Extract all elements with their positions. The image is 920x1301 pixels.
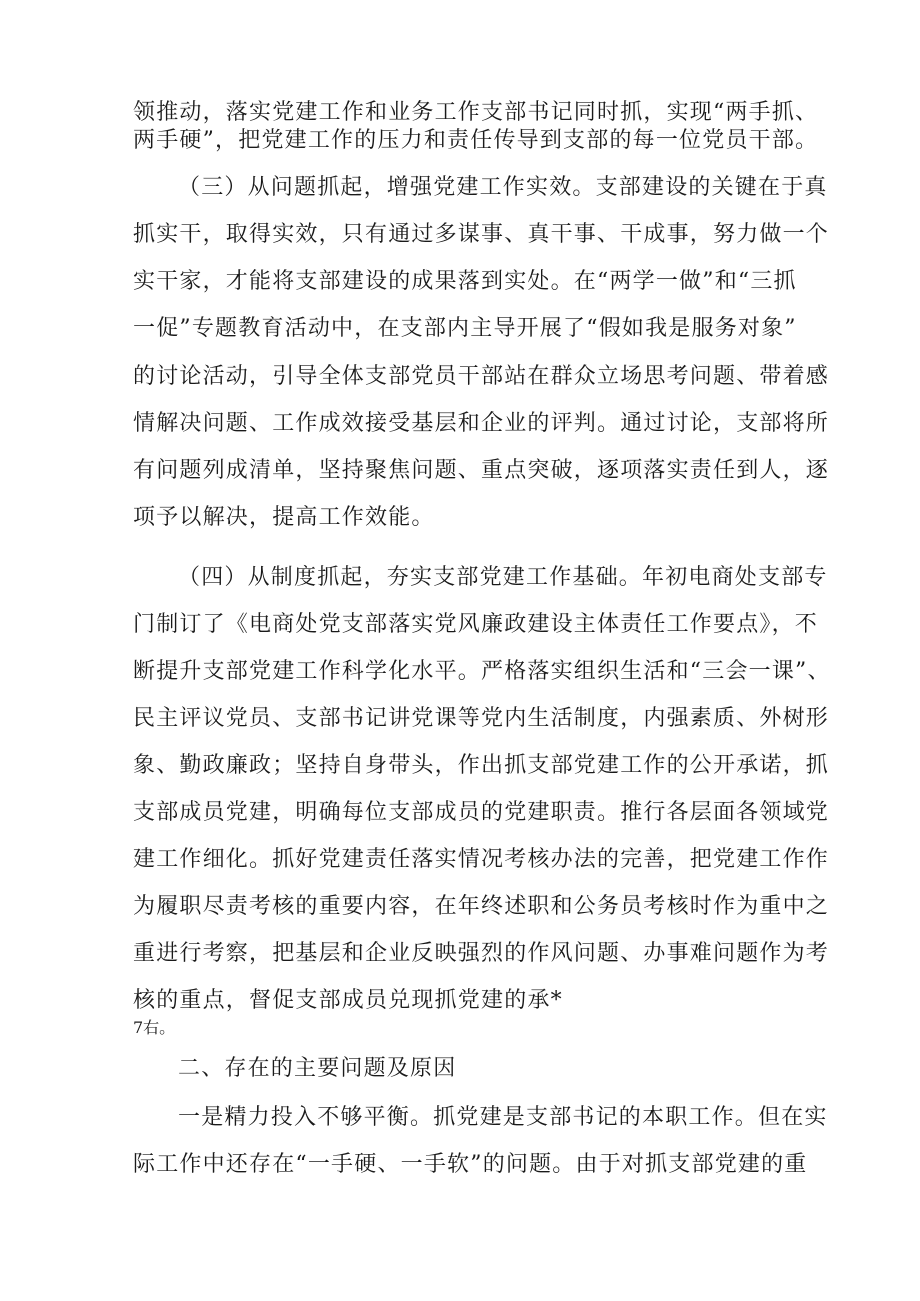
text-line-fragment: 7右。 — [133, 1018, 176, 1037]
text-line: 领推动，落实党建工作和业务工作支部书记同时抓，实现“两手抓、 — [133, 100, 819, 125]
text-line: 门制订了《电商处党支部落实党风廉政建设主体责任工作要点》，不 — [133, 612, 819, 637]
text-line: 建工作细化。抓好党建责任落实情况考核办法的完善，把党建工作作 — [133, 847, 830, 872]
text-line: 民主评议党员、支部书记讲党课等党内生活制度，内强素质、外树形 — [133, 706, 830, 731]
paragraph-4-heading-line: （四）从制度抓起，夯实支部党建工作基础。年初电商处支部专 — [178, 565, 828, 590]
text-line: 一促”专题教育活动中，在支部内主导开展了“假如我是服务对象” — [133, 316, 797, 341]
section-heading: 二、存在的主要问题及原因 — [178, 1056, 457, 1081]
text-line: 断提升支部党建工作科学化水平。严格落实组织生活和“三会一课”、 — [133, 659, 831, 684]
text-line: 象、勤政廉政；坚持自身带头，作出抓支部党建工作的公开承诺，抓 — [133, 753, 830, 778]
text-line: 一是精力投入不够平衡。抓党建是支部书记的本职工作。但在实 — [178, 1105, 828, 1130]
text-line: 的讨论活动，引导全体支部党员干部站在群众立场思考问题、带着感 — [133, 364, 830, 389]
text-line: 情解决问题、工作成效接受基层和企业的评判。通过讨论，支部将所 — [133, 411, 830, 436]
text-line: 支部成员党建，明确每位支部成员的党建职责。推行各层面各领域党 — [133, 800, 830, 825]
text-line: 抓实干，取得实效，只有通过多谋事、真干事、干成事，努力做一个 — [133, 222, 830, 247]
text-line: 际工作中还存在“一手硬、一手软”的问题。由于对抓支部党建的重 — [133, 1152, 808, 1177]
text-line: 为履职尽责考核的重要内容，在年终述职和公务员考核时作为重中之 — [133, 894, 830, 919]
text-line: 项予以解决，提高工作效能。 — [133, 505, 435, 530]
text-line: 重进行考察，把基层和企业反映强烈的作风问题、办事难问题作为考 — [133, 941, 830, 966]
text-line: 两手硬”，把党建工作的压力和责任传导到支部的每一位党员干部。 — [133, 128, 819, 153]
paragraph-3-heading-line: （三）从问题抓起，增强党建工作实效。支部建设的关键在于真 — [178, 175, 828, 200]
text-line: 有问题列成清单，坚持聚焦问题、重点突破，逐项落实责任到人，逐 — [133, 458, 830, 483]
text-line: 实干家，才能将支部建设的成果落到实处。在“两学一做”和“三抓 — [133, 269, 797, 294]
text-line: 核的重点，督促支部成员兑现抓党建的承* — [133, 988, 563, 1013]
